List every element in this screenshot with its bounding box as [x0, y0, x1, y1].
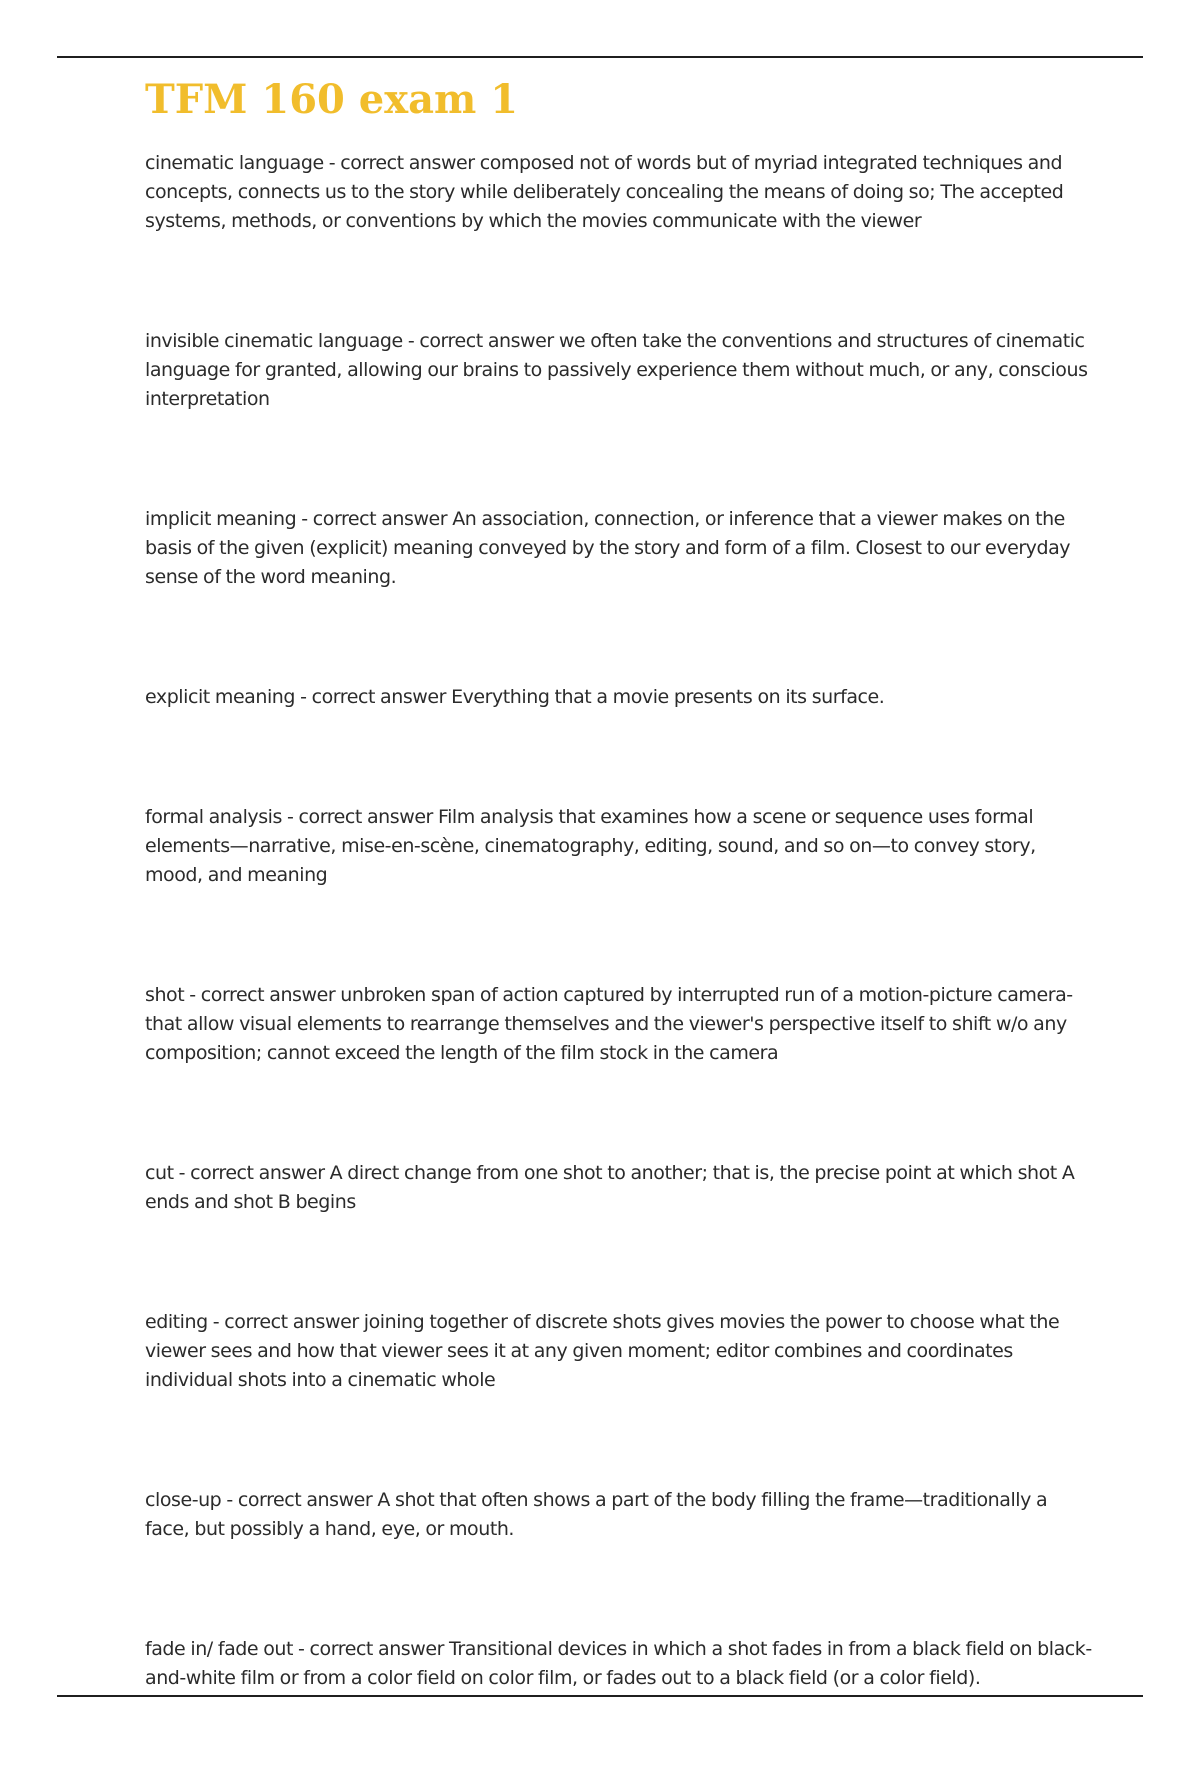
glossary-entry: editing - correct answer joining together of discrete shots gives movies the power to choose what the viewer sees and how that viewer sees it at any given moment; editor combines and coordinates individual shots into a cinematic whole: [145, 1311, 1060, 1391]
glossary-entry: cut - correct answer A direct change from one shot to another; that is, the precise point at which shot A ends and shot B begins: [145, 1162, 1075, 1213]
glossary-entry: cinematic language - correct answer composed not of words but of myriad integrated techniques and concepts, connects us to the story while deliberately concealing the means of doing so; The accepted systems, methods, or conventions by which the movies communicate with the viewer: [145, 152, 1064, 232]
glossary-list: [145, 149, 1095, 1784]
glossary-entry: implicit meaning - correct answer An association, connection, or inference that a viewer makes on the basis of the given (explicit) meaning conveyed by the story and form of a film. Closest to our everyday sense of the word meaning.: [145, 508, 1071, 588]
document-title: TFM 160 exam 1: [145, 76, 519, 123]
glossary-entry: close-up - correct answer A shot that often shows a part of the body filling the frame—traditionally a face, but possibly a hand, eye, or mouth.: [145, 1489, 1048, 1540]
glossary-entry: shot - correct answer unbroken span of action captured by interrupted run of a motion-picture camera- that allow visual elements to rearrange themselves and the viewer's perspective itself to shift w/o any composition; cannot exceed the length of the film stock in the camera: [145, 984, 1073, 1064]
bottom-rule: [57, 1695, 1143, 1697]
glossary-entry: formal analysis - correct answer Film analysis that examines how a scene or sequence uses formal elements—narrative, mise-en-scène, cinematography, editing, sound, and so on—to convey story, mood, and meaning: [145, 806, 1036, 886]
glossary-entry: invisible cinematic language - correct answer we often take the conventions and structures of cinematic language for granted, allowing our brains to passively experience them without much, or any, conscious interpretation: [145, 330, 1088, 410]
top-rule: [57, 56, 1143, 58]
glossary-entry: fade in/ fade out - correct answer Transitional devices in which a shot fades in from a black field on black-and-white film or from a color field on color film, or fades out to a black field (or a color field).: [145, 1638, 1092, 1689]
glossary-entry: explicit meaning - correct answer Everything that a movie presents on its surface.: [145, 686, 885, 708]
